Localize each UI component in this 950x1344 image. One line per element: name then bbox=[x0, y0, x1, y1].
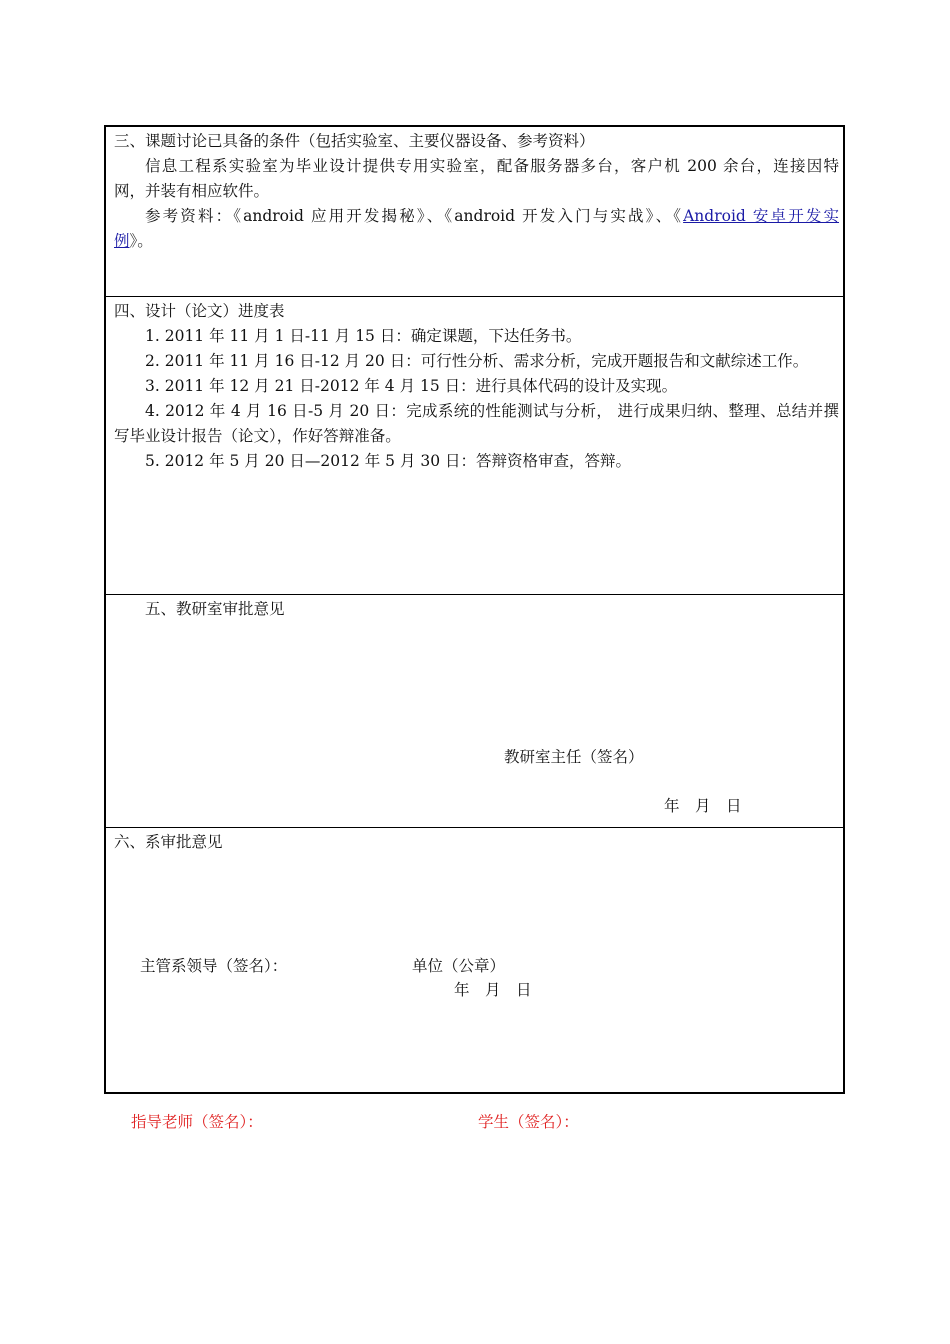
schedule-item: 3. 2011 年 12 月 21 日-2012 年 4 月 15 日：进行具体代码的设计及实现。 bbox=[145, 377, 678, 395]
schedule-item: 2. 2011 年 11 月 16 日-12 月 20 日：可行性分析、需求分析，完成开题报告和文献综述工作。 bbox=[145, 352, 809, 370]
unit-seal: 单位（公章） bbox=[412, 957, 506, 975]
reference-text-end: 》。 bbox=[129, 232, 153, 250]
section-heading: 五、教研室审批意见 bbox=[145, 600, 285, 618]
section-department-approval bbox=[106, 828, 843, 1094]
reference-link[interactable]: Android 安卓开发实 bbox=[683, 207, 839, 225]
approval-form-table bbox=[104, 125, 845, 1094]
section-heading: 四、设计（论文）进度表 bbox=[114, 302, 285, 320]
approval-date: 年 月 日 bbox=[454, 981, 532, 999]
reference-line-cont bbox=[114, 230, 153, 252]
reference-line bbox=[145, 205, 839, 227]
approval-date: 年 月 日 bbox=[664, 797, 742, 815]
paragraph-line: 信息工程系实验室为毕业设计提供专用实验室，配备服务器多台，客户机 200 余台，连接因特 bbox=[145, 157, 839, 175]
student-signature: 学生（签名）： bbox=[478, 1113, 579, 1131]
schedule-item: 5. 2012 年 5 月 20 日—2012 年 5 月 30 日：答辩资格审查，答辩。 bbox=[145, 452, 632, 470]
section-office-approval bbox=[106, 595, 843, 828]
schedule-item-cont: 写毕业设计报告（论文），作好答辩准备。 bbox=[114, 427, 401, 445]
reference-link-cont[interactable]: 例 bbox=[114, 232, 130, 250]
reference-text: 参考资料：《android 应用开发揭秘》、《android 开发入门与实战》、《 bbox=[145, 207, 684, 225]
section-schedule bbox=[106, 297, 843, 595]
office-director-signature: 教研室主任（签名） bbox=[504, 748, 644, 766]
section-heading: 六、系审批意见 bbox=[114, 833, 223, 851]
schedule-item: 1. 2011 年 11 月 1 日-11 月 15 日：确定课题，下达任务书。 bbox=[145, 327, 582, 345]
paragraph-line: 网，并装有相应软件。 bbox=[114, 182, 270, 200]
advisor-signature: 指导老师（签名）： bbox=[131, 1113, 263, 1131]
schedule-item: 4. 2012 年 4 月 16 日-5 月 20 日：完成系统的性能测试与分析， 进行成果归纳、整理、总结并撰 bbox=[145, 402, 839, 420]
section-heading: 三、课题讨论已具备的条件（包括实验室、主要仪器设备、参考资料） bbox=[114, 132, 595, 150]
section-conditions bbox=[106, 127, 843, 297]
department-leader-signature: 主管系领导（签名）： bbox=[140, 957, 288, 975]
